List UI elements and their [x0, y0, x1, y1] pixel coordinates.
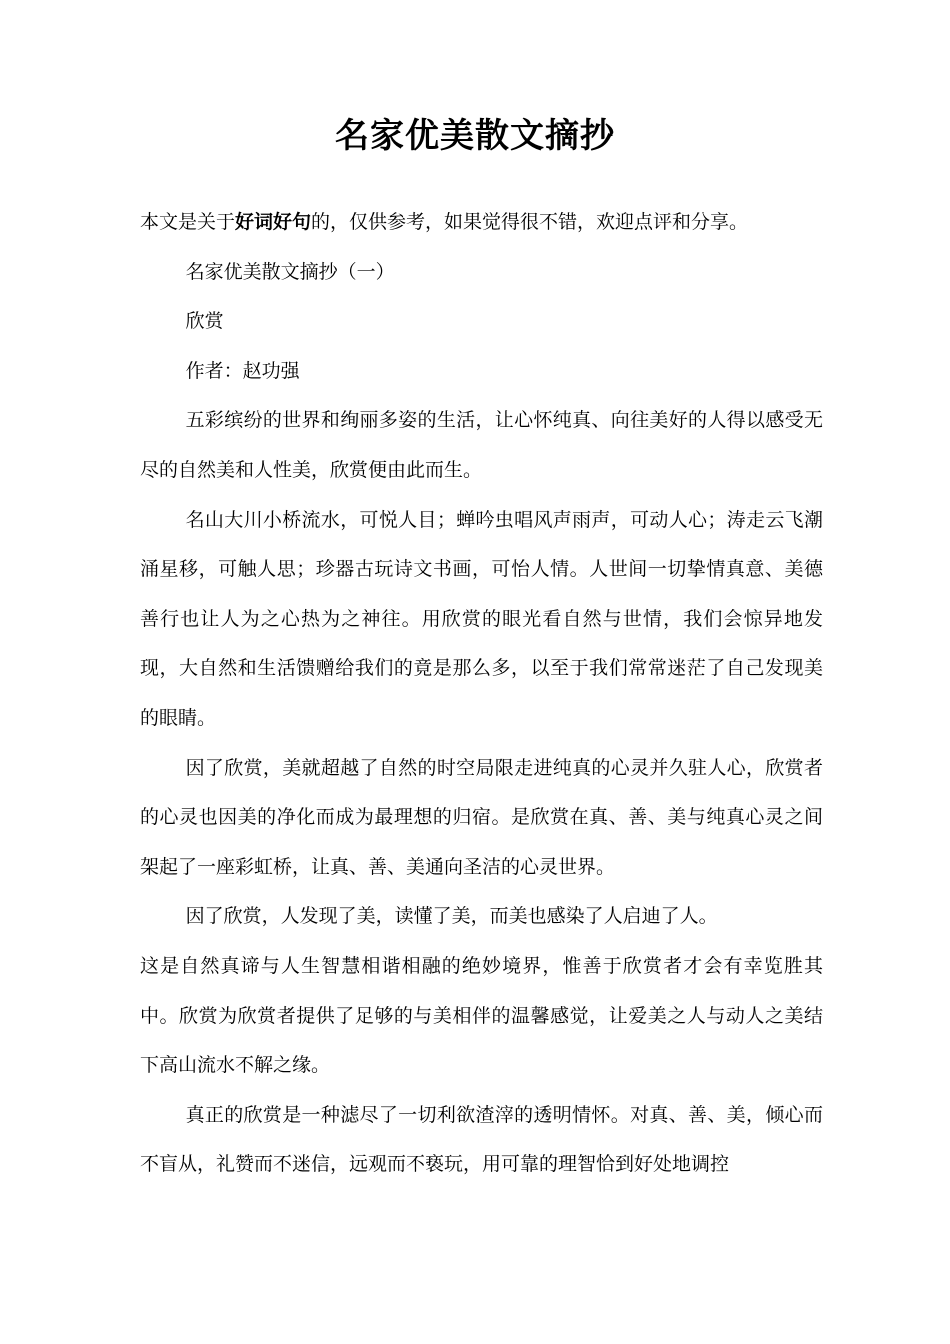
- intro-prefix: 本文是关于: [140, 211, 236, 233]
- essay-title: 欣赏: [185, 310, 224, 333]
- document-title: 名家优美散文摘抄: [335, 116, 615, 156]
- intro-paragraph: [140, 198, 823, 248]
- paragraph-4: 因了欣赏，人发现了美，读懂了美，而美也感染了人启迪了人。: [185, 905, 718, 928]
- paragraph-5: 这是自然真谛与人生智慧相谐相融的绝妙境界，惟善于欣赏者才会有幸览胜其中。欣赏为欣赏者提供了足够的与美相伴的温馨感觉，让爱美之人与动人之美结下高山流水不解之缘。: [140, 954, 823, 1077]
- paragraph-3: 因了欣赏，美就超越了自然的时空局限走进纯真的心灵并久驻人心，欣赏者的心灵也因美的净化而成为最理想的归宿。是欣赏在真、善、美与纯真心灵之间架起了一座彩虹桥，让真、善、美通向圣洁的心灵世界。: [140, 756, 823, 878]
- paragraph-1: 五彩缤纷的世界和绚丽多姿的生活，让心怀纯真、向往美好的人得以感受无尽的自然美和人性美，欣赏便由此而生。: [140, 409, 823, 481]
- author-line: 作者：赵功强: [185, 359, 300, 382]
- document-body: [140, 198, 823, 1190]
- intro-bold-keyword: 好词好句: [235, 211, 312, 233]
- paragraph-6: 真正的欣赏是一种滤尽了一切利欲渣滓的透明情怀。对真、善、美，倾心而不盲从，礼赞而不迷信，远观而不亵玩，用可靠的理智恰到好处地调控: [140, 1103, 823, 1176]
- intro-suffix: 的，仅供参考，如果觉得很不错，欢迎点评和分享。: [311, 211, 749, 233]
- section-heading: 名家优美散文摘抄（一）: [185, 260, 395, 283]
- paragraph-2: 名山大川小桥流水，可悦人目；蝉吟虫唱风声雨声，可动人心；涛走云飞潮涌星移，可触人思；珍器古玩诗文书画，可怡人情。人世间一切挚情真意、美德善行也让人为之心热为之神往。用欣赏的眼光看自然与世情，我们会惊异地发现，大自然和生活馈赠给我们的竟是那么多，以至于我们常常迷茫了自己发现美的眼睛。: [140, 508, 823, 729]
